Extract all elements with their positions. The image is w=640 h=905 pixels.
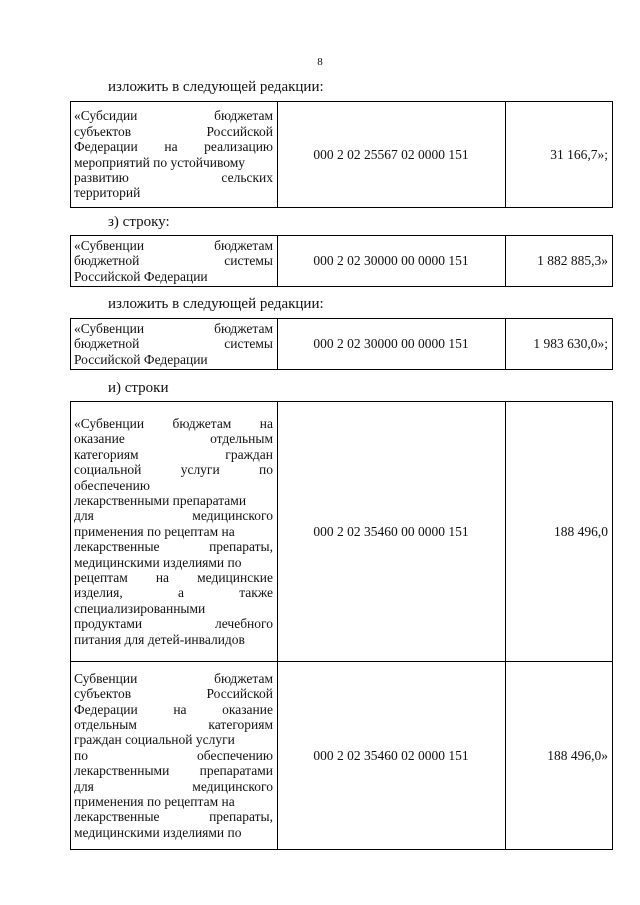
name-line: «Субвенции бюджетам xyxy=(74,237,273,253)
name-line: отдельным категориям xyxy=(74,716,273,732)
table-row xyxy=(71,319,613,370)
cell-amount: 1 983 630,0»; xyxy=(506,319,613,370)
table-subvention-new xyxy=(70,318,613,370)
name-line: субъектов Российской xyxy=(74,123,273,139)
name-line: применения по рецептам на xyxy=(74,794,235,810)
cell-code: 000 2 02 25567 02 0000 151 xyxy=(278,102,506,208)
name-line: бюджетной системы xyxy=(74,253,273,269)
name-line: питания для детей-инвалидов xyxy=(74,631,245,647)
table-row xyxy=(71,402,613,662)
name-line: лекарственные препараты, xyxy=(74,809,273,825)
table-row xyxy=(71,662,613,850)
name-line: медицинскими изделиями по xyxy=(74,824,242,840)
paragraph-edit-instruction-2: изложить в следующей редакции: xyxy=(108,296,324,312)
cell-amount: 188 496,0 xyxy=(506,402,613,662)
name-line: Федерации на оказание xyxy=(74,701,273,717)
paragraph-edit-instruction-1: изложить в следующей редакции: xyxy=(108,79,324,95)
name-line: категориям граждан xyxy=(74,446,273,462)
table-medicine-subventions xyxy=(70,401,613,850)
cell-code: 000 2 02 30000 00 0000 151 xyxy=(278,236,506,287)
name-line: субъектов Российской xyxy=(74,686,273,702)
cell-code: 000 2 02 35460 02 0000 151 xyxy=(278,662,506,850)
name-line: социальной услуги по xyxy=(74,462,273,478)
name-line: медицинскими изделиями по xyxy=(74,554,242,570)
cell-name xyxy=(71,402,278,662)
name-line: граждан социальной услуги xyxy=(74,732,235,748)
name-line: лекарственными препаратами xyxy=(74,492,247,508)
table-row xyxy=(71,236,613,287)
name-line: Федерации на реализацию xyxy=(74,139,273,155)
cell-code: 000 2 02 35460 00 0000 151 xyxy=(278,402,506,662)
name-line: специализированными xyxy=(74,600,206,616)
name-line: Субвенции бюджетам xyxy=(74,670,273,686)
name-line: «Субвенции бюджетам xyxy=(74,320,273,336)
name-line: бюджетной системы xyxy=(74,336,273,352)
name-line: применения по рецептам на xyxy=(74,523,235,539)
cell-amount: 31 166,7»; xyxy=(506,102,613,208)
name-line: обеспечению xyxy=(74,477,150,493)
name-line: для медицинского xyxy=(74,508,273,524)
table-subsidy-rural xyxy=(70,101,613,208)
name-line: по обеспечению xyxy=(74,747,273,763)
cell-amount: 188 496,0» xyxy=(506,662,613,850)
cell-name xyxy=(71,236,278,287)
cell-name xyxy=(71,319,278,370)
cell-name xyxy=(71,102,278,208)
table-subvention-old xyxy=(70,235,613,287)
name-line: продуктами лечебного xyxy=(74,616,273,632)
name-line: «Субвенции бюджетам на xyxy=(74,415,273,431)
name-line: развитию сельских xyxy=(74,169,273,185)
name-line: рецептам на медицинские xyxy=(74,570,273,586)
name-line: лекарственные препараты, xyxy=(74,539,273,555)
name-line: для медицинского xyxy=(74,778,273,794)
name-line: изделия, а также xyxy=(74,585,273,601)
paragraph-rows-i: и) строки xyxy=(108,380,169,396)
name-line: территорий xyxy=(74,185,141,201)
cell-name xyxy=(71,662,278,850)
cell-amount: 1 882 885,3» xyxy=(506,236,613,287)
name-line: Российской Федерации xyxy=(74,351,208,367)
page-number: 8 xyxy=(317,56,323,68)
cell-code: 000 2 02 30000 00 0000 151 xyxy=(278,319,506,370)
name-line: Российской Федерации xyxy=(74,268,208,284)
name-line: оказание отдельным xyxy=(74,431,273,447)
name-line: «Субсидии бюджетам xyxy=(74,108,273,124)
name-line: лекарственными препаратами xyxy=(74,763,273,779)
table-row xyxy=(71,102,613,208)
name-line: мероприятий по устойчивому xyxy=(74,154,246,170)
paragraph-row-z: з) строку: xyxy=(108,214,170,230)
